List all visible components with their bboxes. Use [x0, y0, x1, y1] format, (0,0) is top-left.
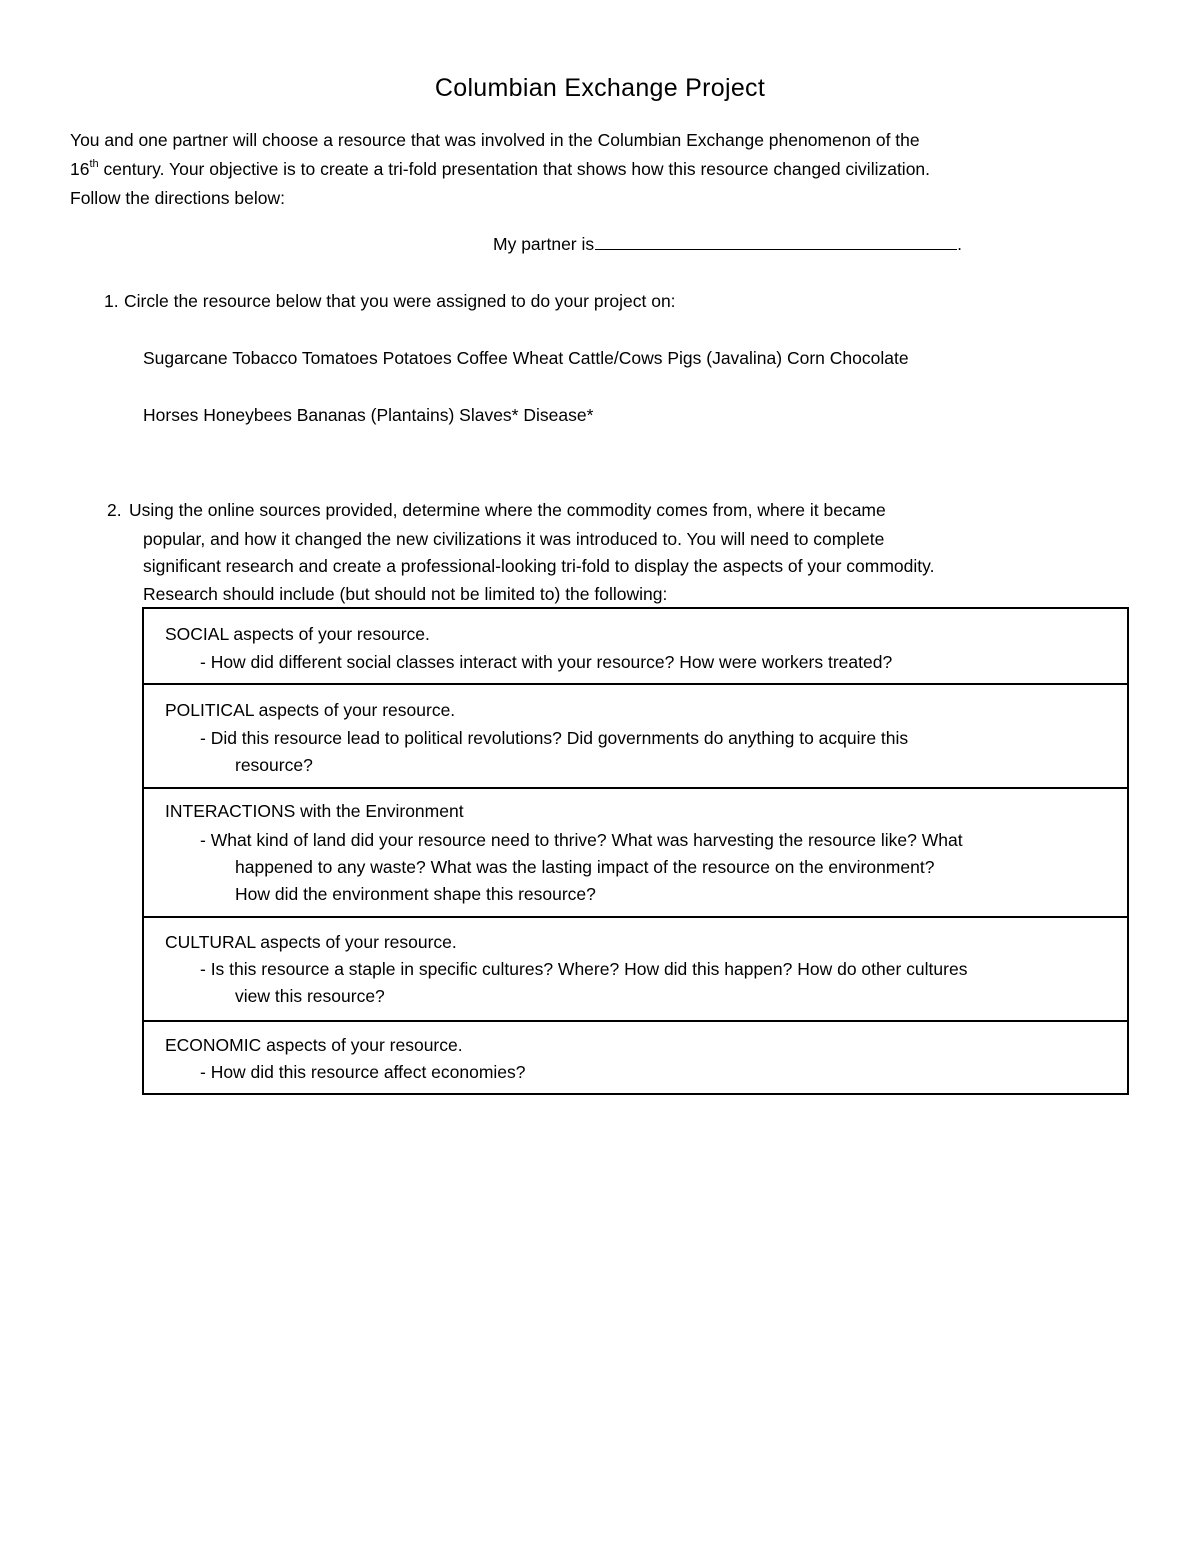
research-aspects-table — [142, 607, 1129, 1095]
century-suffix: th — [89, 158, 99, 170]
economic-question: - How did this resource affect economies? — [200, 1062, 526, 1082]
interactions-question-cont-1: happened to any waste? What was the lasting impact of the resource on the environment? — [235, 857, 935, 877]
social-question: - How did different social classes interact with your resource? How were workers treated? — [200, 652, 893, 672]
political-heading: POLITICAL aspects of your resource. — [165, 700, 456, 720]
interactions-question-cont-2: How did the environment shape this resource? — [235, 884, 596, 904]
social-row — [144, 609, 1127, 685]
step-2-number: 2. — [107, 500, 122, 520]
intro-line-3: Follow the directions below: — [70, 188, 285, 208]
page-title: Columbian Exchange Project — [434, 74, 766, 102]
cultural-row — [144, 918, 1127, 1022]
partner-period: . — [957, 234, 963, 254]
social-heading: SOCIAL aspects of your resource. — [165, 624, 430, 644]
partner-blank-line[interactable] — [595, 235, 957, 250]
interactions-question: - What kind of land did your resource need to thrive? What was harvesting the resource like? What — [200, 830, 963, 850]
interactions-row — [144, 789, 1127, 918]
intro-line-1: You and one partner will choose a resource that was involved in the Columbian Exchange phenomenon of the — [70, 130, 920, 150]
step-1-number: 1. — [104, 291, 119, 311]
step-1-text: Circle the resource below that you were assigned to do your project on: — [124, 291, 676, 311]
partner-field — [493, 234, 962, 255]
step-2-line-3: significant research and create a professional-looking tri-fold to display the aspects of your commodity. — [143, 556, 935, 576]
step-2-line-1: Using the online sources provided, determine where the commodity comes from, where it became — [129, 500, 886, 520]
resource-list-line-2: Horses Honeybees Bananas (Plantains) Slaves* Disease* — [143, 405, 594, 425]
interactions-heading: INTERACTIONS with the Environment — [165, 801, 464, 821]
cultural-question: - Is this resource a staple in specific cultures? Where? How did this happen? How do other cultures — [200, 959, 968, 979]
century-number: 16 — [70, 159, 90, 179]
cultural-heading: CULTURAL aspects of your resource. — [165, 932, 457, 952]
step-2-line-2: popular, and how it changed the new civilizations it was introduced to. You will need to complete — [143, 529, 885, 549]
intro-line-2-text: century. Your objective is to create a tri-fold presentation that shows how this resource changed civilization. — [98, 159, 931, 179]
step-2-line-4: Research should include (but should not be limited to) the following: — [143, 584, 668, 604]
partner-label: My partner is — [493, 234, 595, 254]
political-question: - Did this resource lead to political revolutions? Did governments do anything to acquire this — [200, 728, 909, 748]
intro-line-2 — [70, 159, 930, 180]
resource-list-line-1: Sugarcane Tobacco Tomatoes Potatoes Coffee Wheat Cattle/Cows Pigs (Javalina) Corn Chocolate — [143, 348, 909, 368]
political-question-cont: resource? — [235, 755, 313, 775]
political-row — [144, 685, 1127, 789]
economic-heading: ECONOMIC aspects of your resource. — [165, 1035, 463, 1055]
cultural-question-cont: view this resource? — [235, 986, 385, 1006]
economic-row — [144, 1022, 1127, 1093]
